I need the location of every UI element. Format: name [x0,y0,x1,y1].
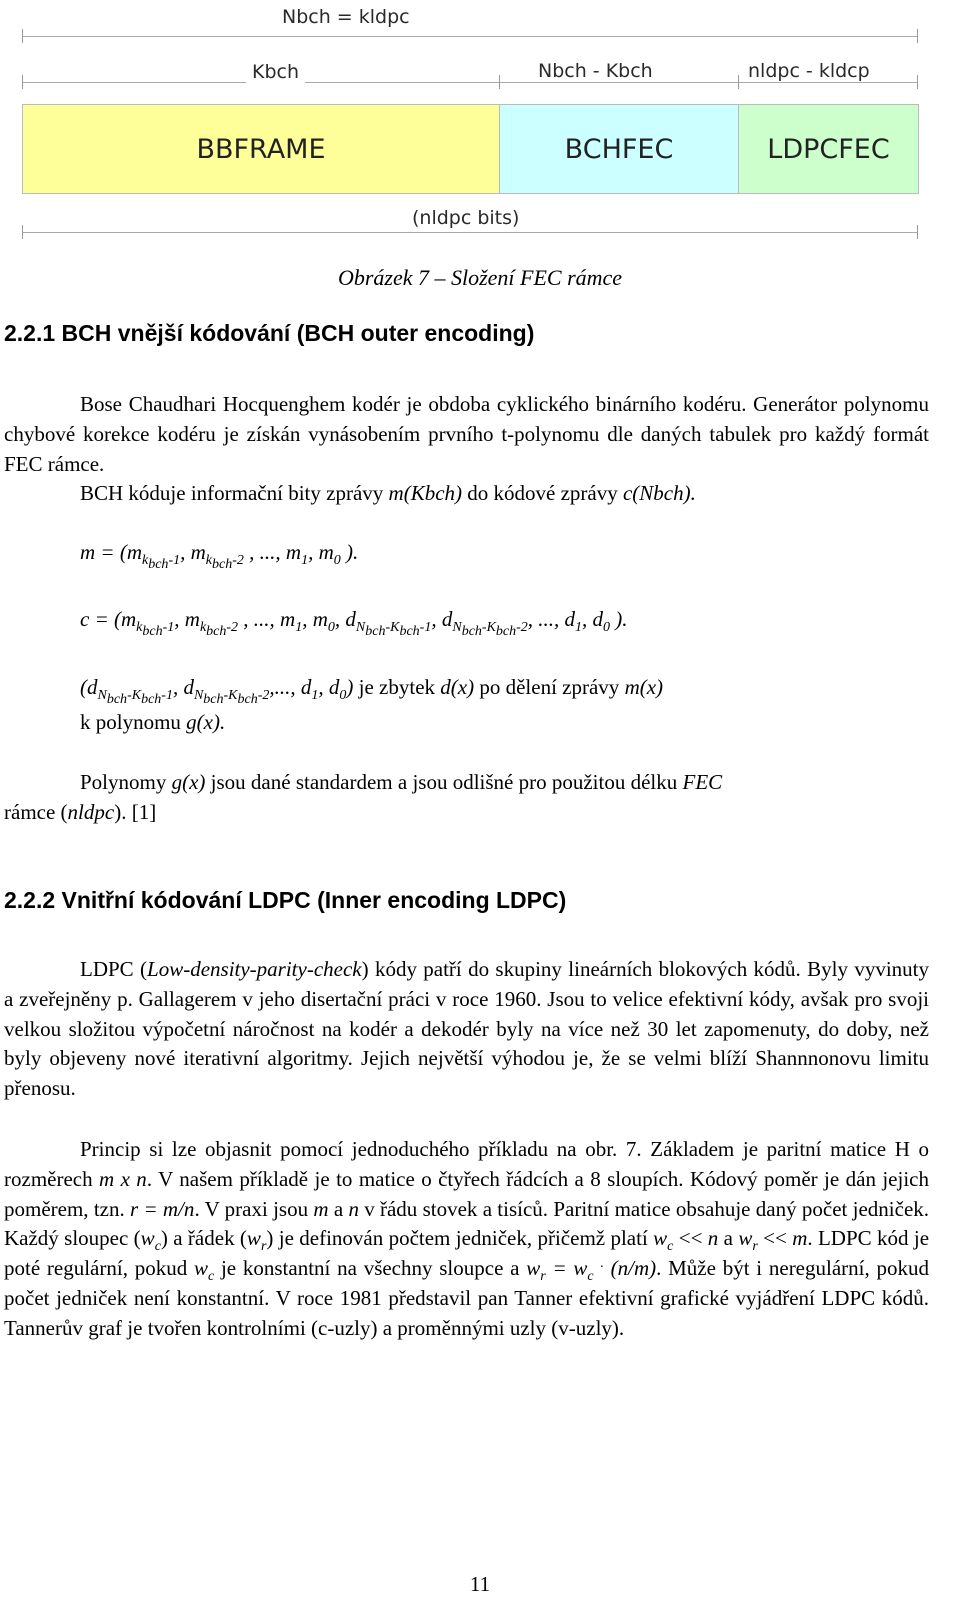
paragraph-ldpc-matrix: Princip si lze objasnit pomocí jednoduchého příkladu na obr. 7. Základem je paritní matice H o rozměrech m x n. V našem příkladě je to matice o čtyřech řádcích a 8 sloupích. Kódový poměr je dán jejich poměrem, tzn. r = m/n. V praxi jsou m a n v řádu stovek a tisíců. Paritní matice obsahuje daný počet jedniček. Každý sloupec $(w_c)$ a řádek $(w_r)$ je definován počtem jedniček, přičemž platí $w_c << n$ a $w_r << m$. LDPC kód je poté regulární, pokud $w_c$ je konstantní na všechny sloupce a $w_r = w_c$ . (n/m). Může být i neregulární, pokud počet jedniček není konstantní. V roce 1981 představil pan Tanner efektivní grafické vyjádření LDPC kódů. Tannerův graf je tvořen kontrolními (c-uzly) a proměnnými uzly (v-uzly). [4,1137,930,1340]
text: ). [1] [114,800,157,824]
paragraph-polynomials [80,770,722,795]
text: LDPC ( [80,957,148,981]
text: rámce ( [4,800,68,824]
remainder-line-2 [80,710,225,735]
symbol: nldpc [67,800,115,824]
tick [738,75,739,89]
page-number: 11 [469,1572,491,1596]
equation-text: c = (m [80,607,137,631]
text: je zbytek [353,675,441,699]
paragraph-ldpc-intro [4,955,929,1104]
symbol: d(x) [440,675,475,699]
paragraph-text: Bose Chaudhari Hocquenghem kodér je obdoba cyklického binárního kodéru. Generátor polynomu chybové korekce kodéru je získán vynásobením prvního t-polynomu dle daných tabulek pro každý formát FEC rámce. [4,392,929,476]
equation-m: $m = (m_{k_{bch}-1}$, $m_{k_{bch}-2}$ , ..., $m_1$, $m_0$ ). [80,540,359,572]
tick [917,75,918,89]
text: Polynomy [80,770,172,794]
symbol: FEC [682,770,723,794]
tick [499,75,500,89]
equation-c: $c = (m_{k_{bch}-1}$, $m_{k_{bch}-2}$ , ..., $m_1$, $m_0$, $d_{N_{bch}-K_{bch}-1}$, $d_{N_{bch}-K_{bch}-2}$, ..., $d_1$, $d_0$ ). [80,607,628,639]
tick [22,225,23,239]
text: k polynomu [80,710,187,734]
segment-label-kbch: Kbch [246,61,305,83]
equation-text: m = (m [80,540,142,564]
bbframe-block [22,104,500,194]
top-dimension-line [22,36,917,37]
tick [917,225,918,239]
top-label: Nbch = kldpc [276,6,416,28]
text: BCH kóduje informační bity zprávy [80,481,389,505]
paragraph-polynomials-2 [4,800,156,825]
ldpcfec-label: LDPCFEC [767,133,890,165]
fec-frame-diagram [22,0,938,248]
emphasis: Low-density-parity-check [147,957,362,981]
segment-label-nldpc-kldcp: nldpc - kldcp [742,60,876,82]
text: po dělení zprávy [474,675,625,699]
bchfec-label: BCHFEC [564,133,674,165]
tick [22,29,23,43]
text: ) kódy patří do skupiny lineárních blokových kódů. Byly vyvinuty a zveřejněny p. Gallagerem v jeho disertační práci v roce 1960. Jsou to velice efektivní kódy, avšak pro svoji velkou složitou výpočetní náročnost na kodér a dekodér byly na více než 30 let zapomenuty, do doby, než byly objeveny nové iterativní algoritmy. Jejich největší výhodou je, že se velmi blíží Shannnonovu limitu přenosu. [4,957,929,1101]
bottom-label: (nldpc bits) [406,207,525,229]
symbol: m(x) [624,675,664,699]
segment-dimension-line [22,82,917,83]
figure-caption: Obrázek 7 – Složení FEC rámce [337,265,623,290]
symbol: g(x) [171,770,206,794]
paragraph-bch-intro [4,390,929,479]
symbol: g(x). [186,710,226,734]
section-heading-bch: 2.2.1 BCH vnější kódování (BCH outer encoding) [4,320,535,346]
section-heading-ldpc: 2.2.2 Vnitřní kódování LDPC (Inner encoding LDPC) [4,887,567,913]
bottom-dimension-line [22,232,917,233]
text: jsou dané standardem a jsou odlišné pro použitou délku [205,770,683,794]
text: do kódové zprávy [462,481,623,505]
paragraph-bch-encoding [80,481,696,506]
bchfec-block [499,104,739,194]
tick [22,75,23,89]
codeword-symbol: c(Nbch). [622,481,696,505]
ldpcfec-block [738,104,919,194]
remainder-line: ($d_{N_{bch}-K_{bch}-1}$, $d_{N_{bch}-K_{bch}-2}$,..., $d_1$, $d_0$) je zbytek d(x) po dělení zprávy m(x) [80,675,664,707]
message-symbol: m(Kbch) [388,481,463,505]
segment-label-nbch-kbch: Nbch - Kbch [532,60,659,82]
tick [917,29,918,43]
bbframe-label: BBFRAME [196,133,326,165]
